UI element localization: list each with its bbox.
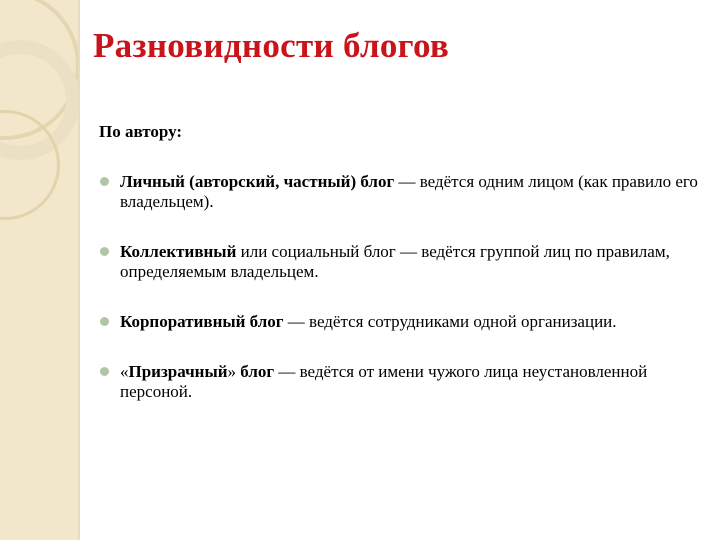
list-item <box>100 312 712 332</box>
item-text: — ведётся сотрудниками одной организации. <box>283 312 617 331</box>
bullet-icon <box>100 317 109 326</box>
decorative-sidebar <box>0 0 78 540</box>
list-item <box>100 362 712 402</box>
item-text: — ведётся от имени чужого лица неустановленной персоной. <box>120 362 648 401</box>
bullet-list <box>100 172 712 402</box>
item-text: или социальный блог — ведётся группой лиц по правилам, определяемым владельцем. <box>120 242 670 281</box>
item-term: Призрачный <box>128 362 228 381</box>
item-term: Коллективный <box>120 242 237 261</box>
slide-title: Разновидности блогов <box>93 26 450 65</box>
list-item <box>100 242 712 282</box>
sidebar-divider <box>78 0 80 540</box>
item-prefix: « <box>120 362 129 381</box>
bullet-icon <box>100 367 109 376</box>
item-term: Личный (авторский, частный) блог <box>120 172 395 191</box>
bullet-icon <box>100 177 109 186</box>
list-item <box>100 172 712 212</box>
item-term-2: блог <box>240 362 275 381</box>
item-term: Корпоративный блог <box>120 312 284 331</box>
bullet-icon <box>100 247 109 256</box>
slide-subtitle: По автору: <box>99 122 183 141</box>
item-text: — ведётся одним лицом (как правило его владельцем). <box>120 172 698 211</box>
item-mid: » <box>227 362 241 381</box>
